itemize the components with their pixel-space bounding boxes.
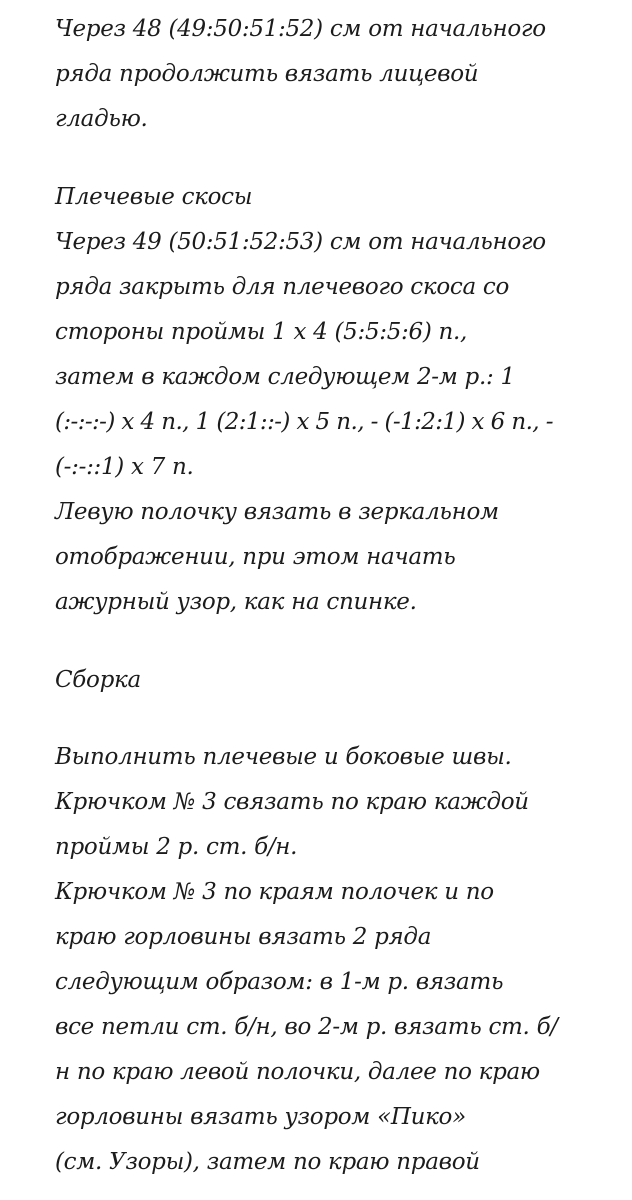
shoulder-line-1: Через 49 (50:51:52:53) см от начального (55, 229, 546, 255)
paragraph-1-line-2: ряда продолжить вязать лицевой (55, 61, 479, 87)
assembly-line-2: Крючком № 3 связать по краю каждой (55, 789, 529, 815)
assembly-line-4: Крючком № 3 по краям полочек и по (55, 879, 494, 905)
shoulder-line-8: отображении, при этом начать (55, 544, 456, 570)
assembly-line-10: (см. Узоры), затем по краю правой (55, 1149, 480, 1175)
paragraph-1-line-3: гладью. (55, 106, 148, 132)
shoulder-line-3: стороны проймы 1 х 4 (5:5:5:6) п., (55, 319, 468, 345)
shoulder-line-6: (-:-::1) х 7 п. (55, 454, 194, 480)
assembly-line-7: все петли ст. б/н, во 2-м р. вязать ст. б/ (55, 1014, 558, 1040)
shoulder-line-7: Левую полочку вязать в зеркальном (55, 499, 499, 525)
assembly-line-6: следующим образом: в 1-м р. вязать (55, 969, 504, 995)
shoulder-line-9: ажурный узор, как на спинке. (55, 589, 417, 615)
assembly-line-8: н по краю левой полочки, далее по краю (55, 1059, 540, 1085)
assembly-line-5: краю горловины вязать 2 ряда (55, 924, 432, 950)
assembly-line-1: Выполнить плечевые и боковые швы. (55, 744, 512, 770)
shoulder-line-5: (:-:-:-) х 4 п., 1 (2:1::-) х 5 п., - (-1:2:1) х 6 п., - (55, 409, 553, 435)
shoulder-line-2: ряда закрыть для плечевого скоса со (55, 274, 510, 300)
assembly-line-9: горловины вязать узором «Пико» (55, 1104, 466, 1130)
assembly-line-3: проймы 2 р. ст. б/н. (55, 834, 298, 860)
shoulder-line-4: затем в каждом следующем 2-м р.: 1 (55, 364, 515, 390)
paragraph-1-line-1: Через 48 (49:50:51:52) см от начального (55, 16, 546, 42)
assembly-section-heading: Сборка (55, 667, 141, 693)
shoulder-section-heading: Плечевые скосы (55, 184, 253, 210)
